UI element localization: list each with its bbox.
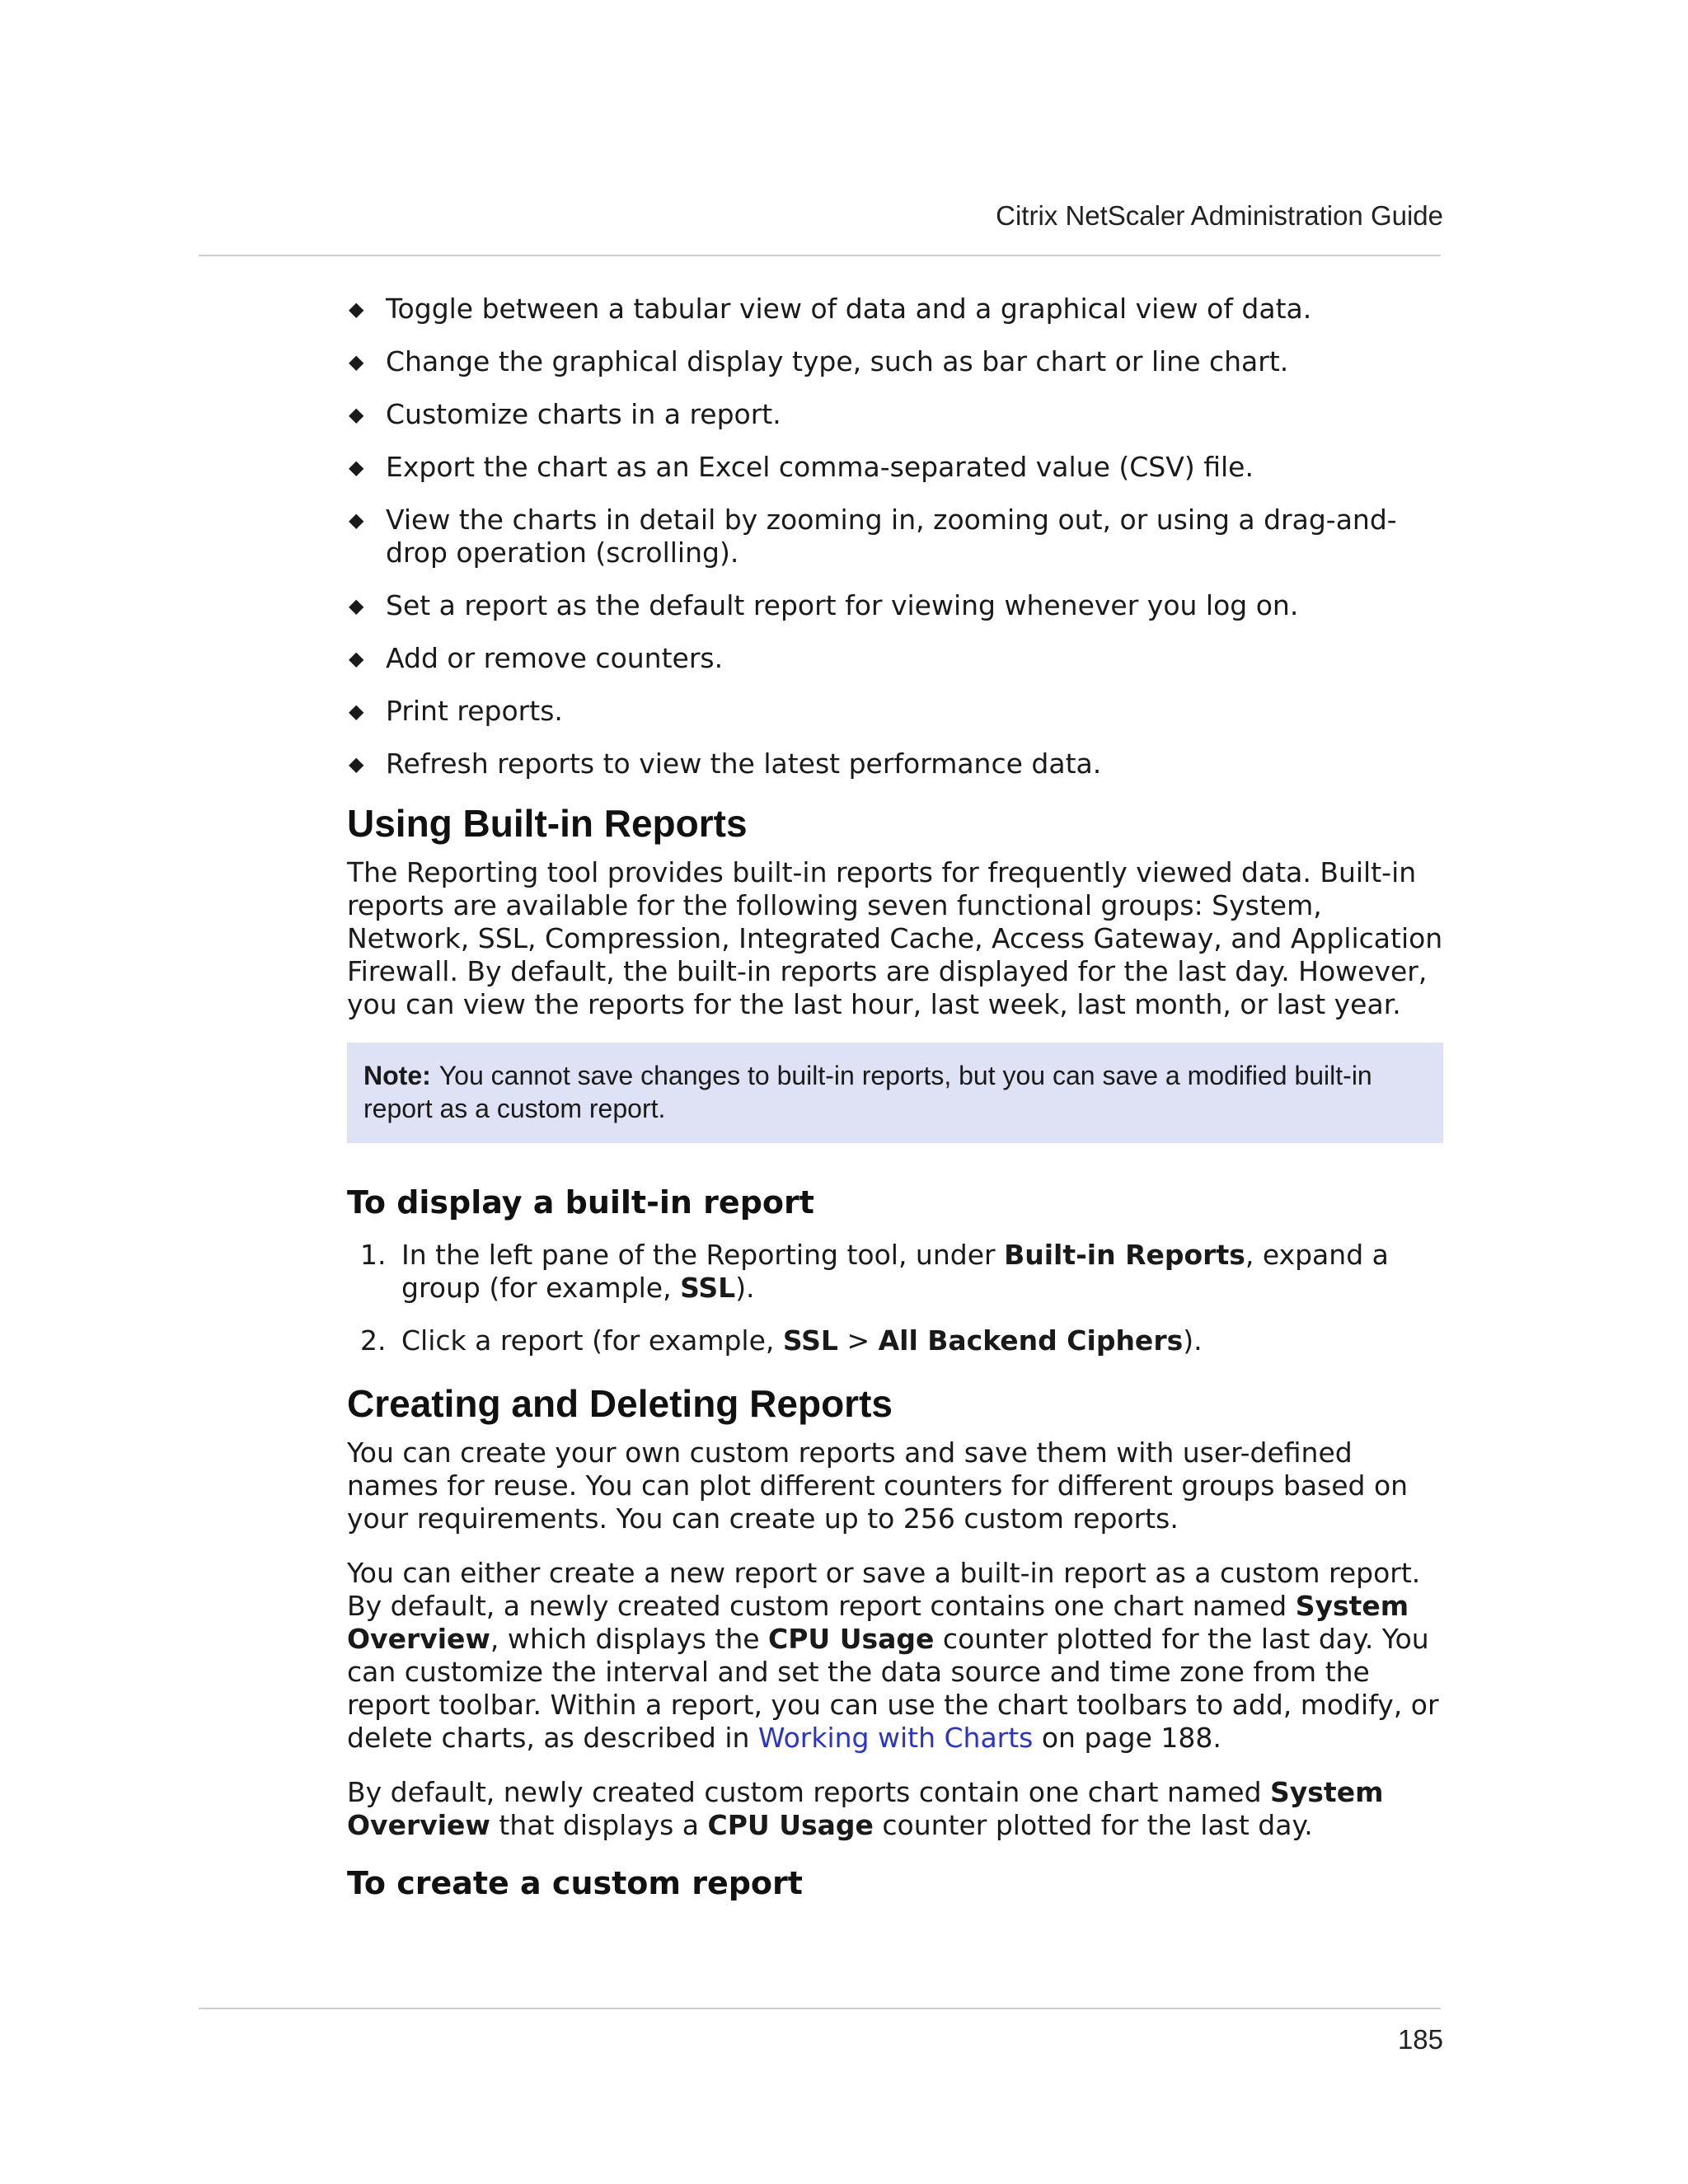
note-label: Note:	[363, 1061, 431, 1090]
list-item: ◆ Change the graphical display type, such as bar chart or line chart.	[349, 345, 1289, 377]
subheading-create-custom-report: To create a custom report	[347, 1865, 803, 1901]
diamond-bullet-icon: ◆	[349, 350, 364, 373]
diamond-bullet-icon: ◆	[349, 752, 364, 776]
create-or-save-paragraph: You can either create a new report or save a built-in report as a custom report. By default, a newly created custom report contains one chart named System Overview, which displays the CPU Usage counter plotted for the last day. You can customize the interval and set the data source and time zone from the report toolbar. Within a report, you can use the chart toolbars to add, modify, or delete charts, as described in Working with Charts on page 188.	[347, 1557, 1439, 1754]
list-item: ◆ Toggle between a tabular view of data and a graphical view of data.	[349, 293, 1312, 325]
running-header: Citrix NetScaler Administration Guide	[996, 200, 1443, 231]
list-item: 2. Click a report (for example, SSL > All Backend Ciphers).	[360, 1324, 1203, 1357]
list-item: ◆ Set a report as the default report for viewing whenever you log on.	[349, 589, 1299, 621]
diamond-bullet-icon: ◆	[349, 700, 364, 723]
section-heading-creating-deleting-reports: Creating and Deleting Reports	[347, 1382, 893, 1425]
header-rule	[199, 255, 1441, 256]
built-in-reports-paragraph: The Reporting tool provides built-in reports for frequently viewed data. Built-in reports are available for the following seven functional groups: System, Network, SSL, Compression, Integrated Cache, Access Gateway, and Application Firewall. By default, the built-in reports are displayed for the last day. However, you can view the reports for the last hour, last week, last month, or last year.	[347, 856, 1443, 1020]
list-item: ◆ Print reports.	[349, 695, 563, 727]
list-item: ◆ Refresh reports to view the latest performance data.	[349, 748, 1102, 780]
diamond-bullet-icon: ◆	[349, 456, 364, 479]
diamond-bullet-icon: ◆	[349, 403, 364, 426]
list-item: ◆ Customize charts in a report.	[349, 398, 781, 430]
subheading-display-built-in-report: To display a built-in report	[347, 1184, 814, 1221]
display-steps	[347, 1239, 1443, 1357]
note-box	[347, 1043, 1443, 1143]
section-heading-built-in-reports: Using Built-in Reports	[347, 802, 748, 845]
default-chart-paragraph: By default, newly created custom reports contain one chart named System Overview that displays a CPU Usage counter plotted for the last day.	[347, 1776, 1384, 1841]
list-item: 1. In the left pane of the Reporting tool, under Built-in Reports, expand a group (for example, SSL).	[360, 1239, 1389, 1304]
page-content	[347, 293, 1443, 1919]
diamond-bullet-icon: ◆	[349, 509, 364, 532]
footer-rule	[199, 2008, 1441, 2009]
page-number: 185	[1397, 2024, 1443, 2055]
diamond-bullet-icon: ◆	[349, 594, 364, 617]
working-with-charts-link[interactable]: Working with Charts	[757, 1722, 1034, 1754]
custom-reports-paragraph: You can create your own custom reports and save them with user-defined names for reuse. You can plot different counters for different groups based on your requirements. You can create up to 256 custom reports.	[347, 1436, 1409, 1535]
diamond-bullet-icon: ◆	[349, 298, 364, 321]
list-item: ◆ Export the chart as an Excel comma-separated value (CSV) file.	[349, 451, 1254, 483]
diamond-bullet-icon: ◆	[349, 647, 364, 670]
list-item: ◆ Add or remove counters.	[349, 642, 724, 674]
feature-list	[347, 293, 1443, 780]
note-text: You cannot save changes to built-in reports, but you can save a modified built-in report as a custom report.	[363, 1061, 1372, 1123]
list-item: ◆ View the charts in detail by zooming in, zooming out, or using a drag-and-drop operation (scrolling).	[349, 504, 1397, 569]
